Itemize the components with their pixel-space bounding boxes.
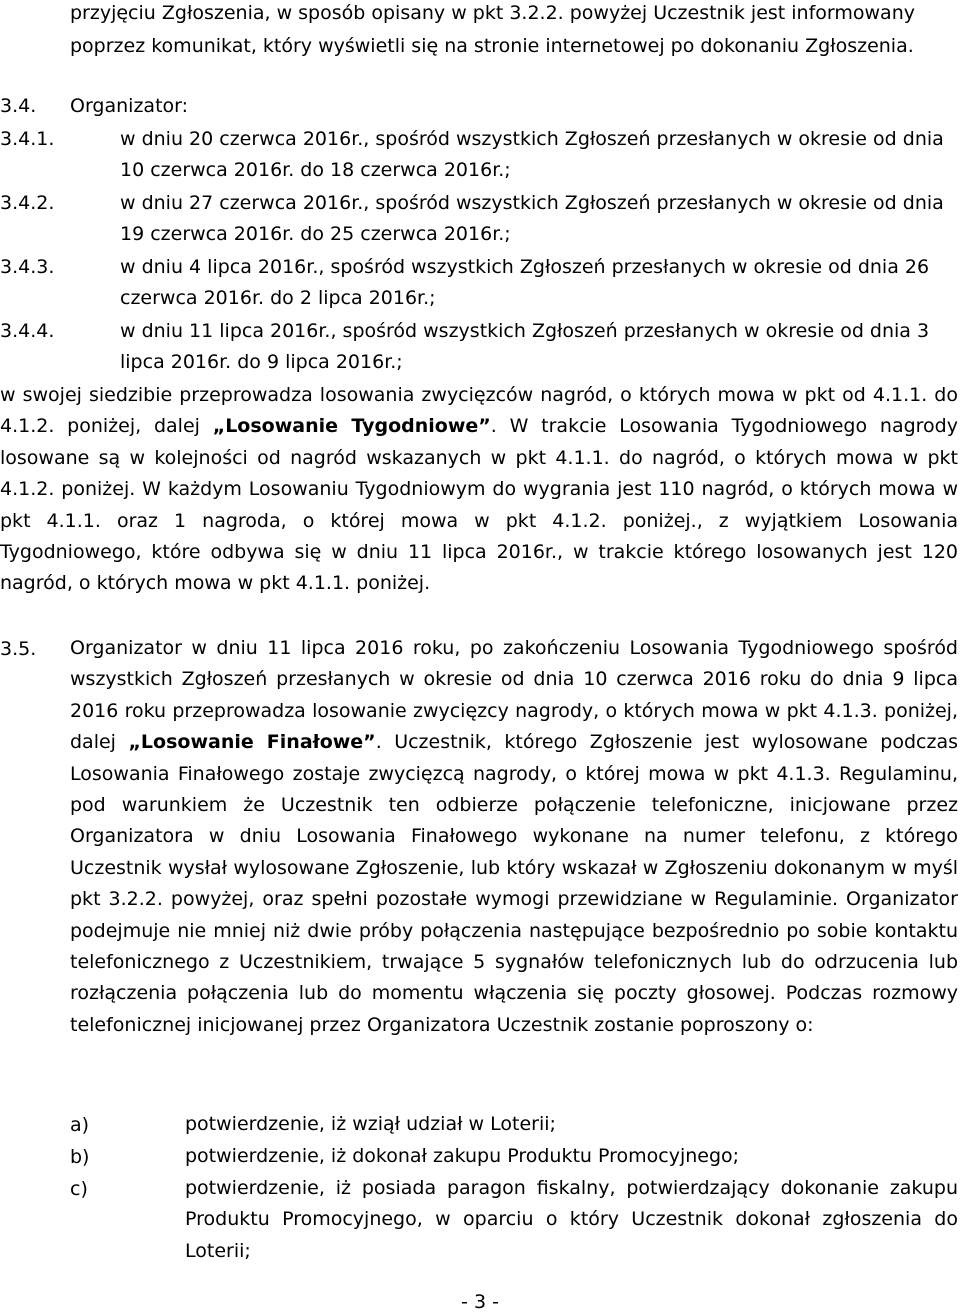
section-3-5-number: 3.5.	[0, 638, 37, 660]
item-3-4-3-number: 3.4.3.	[0, 256, 55, 278]
item-3-4-2-line-1: w dniu 27 czerwca 2016r., spośród wszystkich Zgłoszeń przesłanych w okresie od dnia	[120, 192, 944, 214]
item-3-4-1-line-2: 10 czerwca 2016r. do 18 czerwca 2016r.;	[120, 159, 511, 181]
final-draw-paragraph	[70, 633, 958, 1041]
item-3-4-4-line-1: w dniu 11 lipca 2016r., spośród wszystkich Zgłoszeń przesłanych w okresie od dnia 3	[120, 320, 930, 342]
list-item-c-text: potwierdzenie, iż posiada paragon fiskalny, potwierdzający dokonanie zakupu Produktu Promocyjnego, w oparciu o który Uczestnik dokonał zgłoszenia do Loterii;	[185, 1177, 958, 1262]
section-3-4-number: 3.4.	[0, 95, 37, 117]
item-3-4-1-number: 3.4.1.	[0, 128, 55, 150]
list-item-a-marker: a)	[70, 1114, 90, 1136]
list-item-a-text: potwierdzenie, iż wziął udział w Loterii;	[185, 1113, 556, 1135]
item-3-4-3-line-2: czerwca 2016r. do 2 lipca 2016r.;	[120, 287, 436, 309]
final-draw-text-start: Organizator w dniu 11 lipca 2016 roku, po zakończeniu Losowania Tygodniowego spośród wszystkich Zgłoszeń przesłanych w okresie od dnia 10 czerwca 2016 roku do dnia 9 lipca 2016 roku przeprowadza losowanie zwycięzcy nagrody, o których mowa w pkt 4.1.3. poniżej, dalej	[70, 637, 958, 754]
final-draw-term: „Losowanie Finałowe”	[128, 731, 376, 754]
list-item-b-marker: b)	[70, 1146, 90, 1168]
weekly-draw-text-start: w swojej siedzibie przeprowadza losowania zwycięzców nagród, o których mowa w pkt od 4.1.1. do 4.1.2. poniżej, dalej	[0, 384, 958, 438]
page-number: - 3 -	[461, 1291, 499, 1313]
item-3-4-2-number: 3.4.2.	[0, 192, 55, 214]
weekly-draw-text-end: . W trakcie Losowania Tygodniowego nagrody losowane są w kolejności od nagród wskazanych w pkt 4.1.1. do nagród, o których mowa w pkt 4.1.2. poniżej. W każdym Losowaniu Tygodniowym do wygrania jest 110 nagród, o których mowa w pkt 4.1.1. oraz 1 nagroda, o której mowa w pkt 4.1.2. poniżej., z wyjątkiem Losowania Tygodniowego, które odbywa się w dniu 11 lipca 2016r., w trakcie którego losowanych jest 120 nagród, o których mowa w pkt 4.1.1. poniżej.	[0, 415, 958, 595]
list-item-c-marker: c)	[70, 1178, 88, 1200]
section-3-4-title: Organizator:	[70, 95, 189, 117]
list-item-b-text: potwierdzenie, iż dokonał zakupu Produktu Promocyjnego;	[185, 1145, 740, 1167]
item-3-4-2-line-2: 19 czerwca 2016r. do 25 czerwca 2016r.;	[120, 223, 511, 245]
weekly-draw-term: „Losowanie Tygodniowe”	[212, 415, 491, 438]
item-3-4-4-line-2: lipca 2016r. do 9 lipca 2016r.;	[120, 351, 403, 373]
weekly-draw-paragraph	[0, 380, 958, 600]
intro-line-2: poprzez komunikat, który wyświetli się na stronie internetowej po dokonaniu Zgłoszenia.	[70, 35, 914, 57]
intro-line-1: przyjęciu Zgłoszenia, w sposób opisany w pkt 3.2.2. powyżej Uczestnik jest informowany	[70, 2, 915, 24]
item-3-4-4-number: 3.4.4.	[0, 320, 55, 342]
item-3-4-1-line-1: w dniu 20 czerwca 2016r., spośród wszystkich Zgłoszeń przesłanych w okresie od dnia	[120, 128, 944, 150]
final-draw-text-end: . Uczestnik, którego Zgłoszenie jest wylosowane podczas Losowania Finałowego zostaje zwycięzcą nagrody, o której mowa w pkt 4.1.3. Regulaminu, pod warunkiem że Uczestnik ten odbierze połączenie telefoniczne, inicjowane przez Organizatora w dniu Losowania Finałowego wykonane na numer telefonu, z którego Uczestnik wysłał wylosowane Zgłoszenie, lub który wskazał w Zgłoszeniu dokonanym w myśl pkt 3.2.2. powyżej, oraz spełni pozostałe wymogi przewidziane w Regulaminie. Organizator podejmuje nie mniej niż dwie próby połączenia następujące bezpośrednio po sobie kontaktu telefonicznego z Uczestnikiem, trwające 5 sygnałów telefonicznych lub do odrzucenia lub rozłączenia połączenia lub do momentu włączenia się poczty głosowej. Podczas rozmowy telefonicznej inicjowanej przez Organizatora Uczestnik zostanie poproszony o:	[70, 731, 959, 1036]
item-3-4-3-line-1: w dniu 4 lipca 2016r., spośród wszystkich Zgłoszeń przesłanych w okresie od dnia 26	[120, 256, 930, 278]
